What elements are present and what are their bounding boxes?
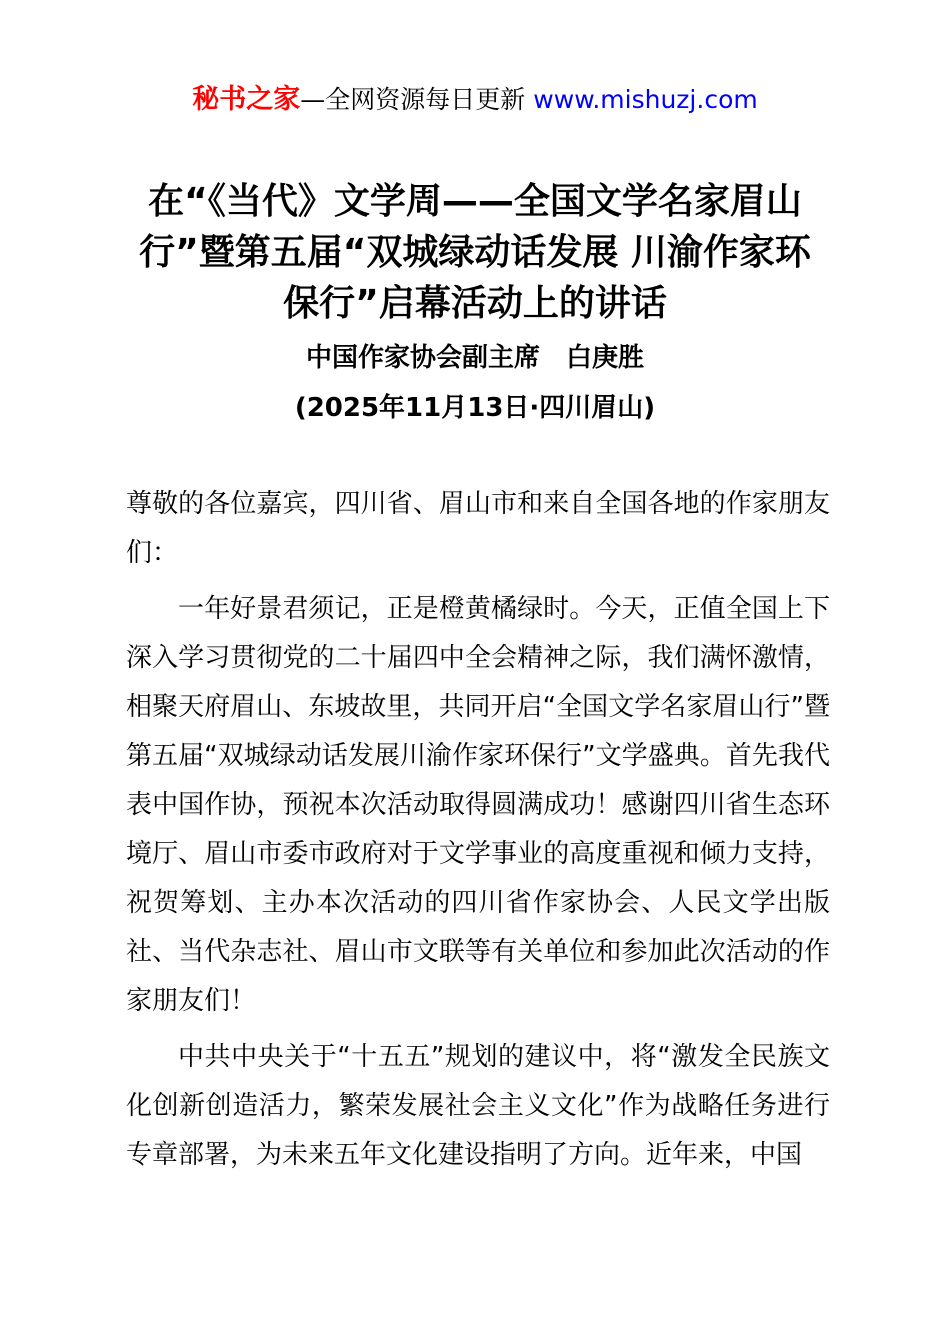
site-header [0, 0, 950, 116]
author-byline: 中国作家协会副主席 白庚胜 [305, 343, 644, 373]
site-name: 秘书之家 [192, 84, 301, 115]
document-title-line-3: 保行”启幕活动上的讲话 [283, 283, 667, 324]
paragraph-central-committee: 中共中央关于“十五五”规划的建议中，将“激发全民族文化创新创造活力，繁荣发展社会主义文化”作为战略任务进行专章部署，为未来五年文化建设指明了方向。近年来，中国 [126, 1042, 830, 1170]
site-url-link[interactable]: www.mishuzj.com [533, 85, 758, 114]
document-body [126, 480, 830, 1180]
document-title-line-2: 行”暨第五届“双城绿动话发展 川渝作家环 [139, 232, 811, 273]
date-location-line: (2025年11月13日·四川眉山) [294, 393, 656, 423]
paragraph-salutation: 尊敬的各位嘉宾，四川省、眉山市和来自全国各地的作家朋友们： [126, 489, 830, 568]
paragraph-opening: 一年好景君须记，正是橙黄橘绿时。今天，正值全国上下深入学习贯彻党的二十届四中全会精神之际，我们满怀激情，相聚天府眉山、东坡故里，共同开启“全国文学名家眉山行”暨第五届“双城绿动话发展川渝作家环保行”文学盛典。首先我代表中国作协，预祝本次活动取得圆满成功！感谢四川省生态环境厅、眉山市委市政府对于文学事业的高度重视和倾力支持，祝贺筹划、主办本次活动的四川省作家协会、人民文学出版社、当代杂志社、眉山市文联等有关单位和参加此次活动的作家朋友们！ [126, 594, 830, 1016]
site-tagline: —全网资源每日更新 [300, 85, 526, 114]
document-title-line-1: 在“《当代》文学周——全国文学名家眉山 [148, 181, 802, 222]
document-title [115, 176, 835, 329]
